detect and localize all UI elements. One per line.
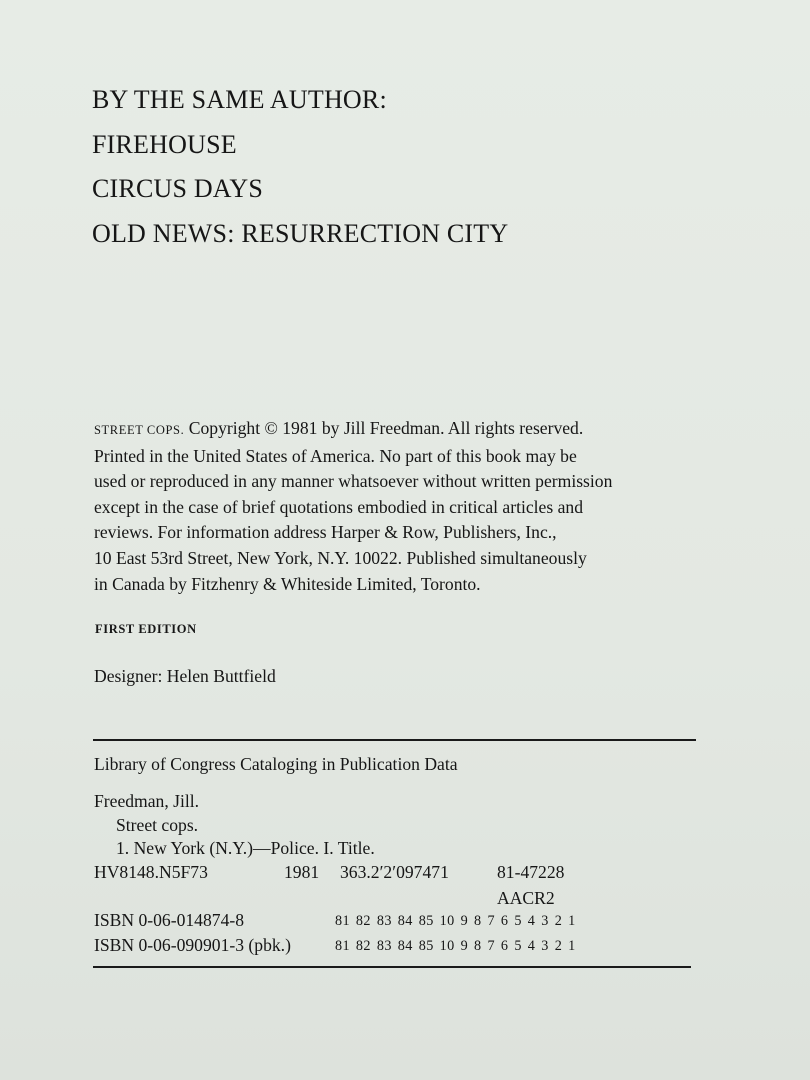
copyright-line: except in the case of brief quotations embodied in critical articles and [94,496,584,517]
copyright-notice [94,416,714,597]
isbn: ISBN 0-06-014874-8 [94,910,245,930]
lccn: 81-47228 [497,862,565,882]
cip-top-rule [93,739,696,741]
designer-credit: Designer: Helen Buttfield [94,666,276,686]
cip-title: Street cops. [116,815,199,835]
book-title: FIREHOUSE [92,129,237,159]
copyright-line: used or reproduced in any manner whatsoever without written permission [94,471,613,492]
copyright-line: STREET COPS. Copyright © 1981 by Jill Freedman. All rights reserved. [94,418,584,438]
copyright-line: Printed in the United States of America. No part of this book may be [94,445,577,466]
also-by-author [92,78,508,256]
edition-label: FIRST EDITION [95,622,197,636]
isbn-row [94,935,654,957]
also-by-heading: BY THE SAME AUTHOR: [92,85,387,114]
book-title: CIRCUS DAYS [92,174,264,203]
cip-author: Freedman, Jill. [94,791,200,811]
printing-line: 81 82 83 84 85 10 9 8 7 6 5 4 3 2 1 [335,938,576,954]
call-number: HV8148.N5F73 [94,862,208,882]
copyright-book-title: STREET COPS. [94,423,185,437]
cip-bottom-rule [93,966,691,968]
cataloging-rules: AACR2 [497,888,555,908]
cip-classification-row [94,862,654,886]
isbn: ISBN 0-06-090901-3 (pbk.) [94,935,291,955]
cip-subjects: 1. New York (N.Y.)—Police. I. Title. [116,838,375,858]
isbn-row [94,910,654,932]
copyright-line: 10 East 53rd Street, New York, N.Y. 10022. Published simultaneously [94,547,587,568]
pub-year: 1981 [284,862,320,882]
cip-heading: Library of Congress Cataloging in Publication Data [94,754,458,774]
copyright-line: in Canada by Fitzhenry & Whiteside Limited, Toronto. [94,573,481,594]
printing-line: 81 82 83 84 85 10 9 8 7 6 5 4 3 2 1 [335,913,576,929]
copyright-line: reviews. For information address Harper & Row, Publishers, Inc., [94,522,557,543]
dewey-number: 363.2′2′097471 [340,862,449,882]
book-title: OLD NEWS: RESURRECTION CITY [92,218,509,248]
